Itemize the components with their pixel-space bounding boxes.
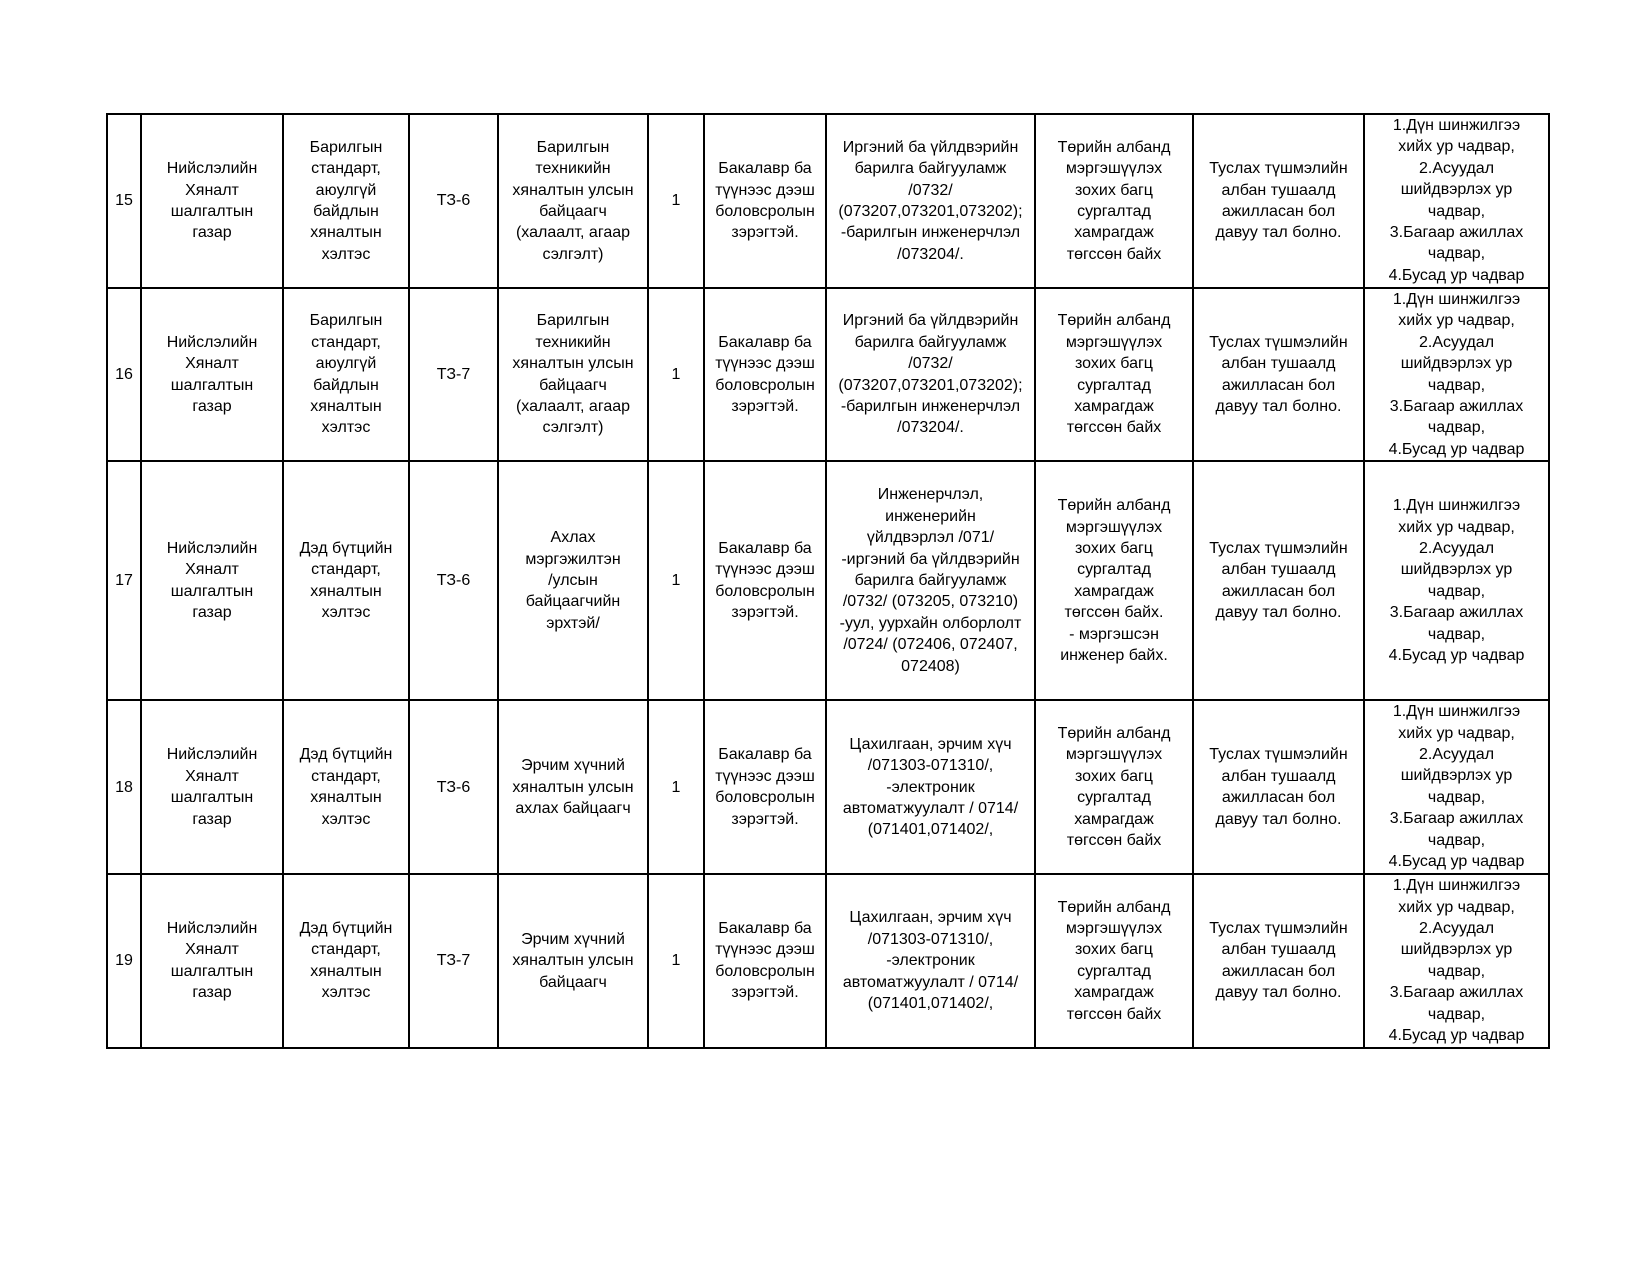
specialty-cell: Цахилгаан, эрчим хүч /071303-071310/, -электроник автоматжуулалт / 0714/ (071401,071402/, xyxy=(826,700,1035,874)
training-cell: Төрийн албанд мэргэшүүлэх зохих багц сургалтад хамрагдаж төгссөн байх. - мэргэшсэн инженер байх. xyxy=(1035,461,1193,700)
table-row xyxy=(107,874,1549,1047)
rank-cell: ТЗ-7 xyxy=(409,874,498,1047)
skills-cell: 1.Дүн шинжилгээ хийх ур чадвар, 2.Асуудал шийдвэрлэх ур чадвар, 3.Багаар ажиллах чадвар, 4.Бусад ур чадвар xyxy=(1364,461,1549,700)
department-cell: Барилгын стандарт, аюулгүй байдлын хяналтын хэлтэс xyxy=(283,114,409,288)
experience-cell: Туслах түшмэлийн албан тушаалд ажилласан бол давуу тал болно. xyxy=(1193,700,1364,874)
specialty-cell: Иргэний ба үйлдвэрийн барилга байгууламж /0732/ (073207,073201,073202); -барилгын инженерчлэл /073204/. xyxy=(826,114,1035,288)
table-row xyxy=(107,700,1549,874)
skills-cell: 1.Дүн шинжилгээ хийх ур чадвар, 2.Асуудал шийдвэрлэх ур чадвар, 3.Багаар ажиллах чадвар, 4.Бусад ур чадвар xyxy=(1364,700,1549,874)
specialty-cell: Цахилгаан, эрчим хүч /071303-071310/, -электроник автоматжуулалт / 0714/ (071401,071402/, xyxy=(826,874,1035,1047)
rank-cell: ТЗ-6 xyxy=(409,700,498,874)
position-cell: Барилгын техникийн хяналтын улсын байцаагч (халаалт, агаар сэлгэлт) xyxy=(498,288,648,461)
skills-cell: 1.Дүн шинжилгээ хийх ур чадвар, 2.Асуудал шийдвэрлэх ур чадвар, 3.Багаар ажиллах чадвар, 4.Бусад ур чадвар xyxy=(1364,874,1549,1047)
position-cell: Эрчим хүчний хяналтын улсын байцаагч xyxy=(498,874,648,1047)
experience-cell: Туслах түшмэлийн албан тушаалд ажилласан бол давуу тал болно. xyxy=(1193,288,1364,461)
row-number: 16 xyxy=(107,288,141,461)
count-cell: 1 xyxy=(648,461,704,700)
position-cell: Эрчим хүчний хяналтын улсын ахлах байцаагч xyxy=(498,700,648,874)
row-number: 15 xyxy=(107,114,141,288)
table-row xyxy=(107,461,1549,700)
skills-cell: 1.Дүн шинжилгээ хийх ур чадвар, 2.Асуудал шийдвэрлэх ур чадвар, 3.Багаар ажиллах чадвар, 4.Бусад ур чадвар xyxy=(1364,114,1549,288)
education-cell: Бакалавр ба түүнээс дээш боловсролын зэрэгтэй. xyxy=(704,288,826,461)
department-cell: Дэд бүтцийн стандарт, хяналтын хэлтэс xyxy=(283,874,409,1047)
skills-cell: 1.Дүн шинжилгээ хийх ур чадвар, 2.Асуудал шийдвэрлэх ур чадвар, 3.Багаар ажиллах чадвар, 4.Бусад ур чадвар xyxy=(1364,288,1549,461)
department-cell: Дэд бүтцийн стандарт, хяналтын хэлтэс xyxy=(283,700,409,874)
department-cell: Барилгын стандарт, аюулгүй байдлын хяналтын хэлтэс xyxy=(283,288,409,461)
education-cell: Бакалавр ба түүнээс дээш боловсролын зэрэгтэй. xyxy=(704,114,826,288)
rank-cell: ТЗ-6 xyxy=(409,461,498,700)
training-cell: Төрийн албанд мэргэшүүлэх зохих багц сургалтад хамрагдаж төгссөн байх xyxy=(1035,114,1193,288)
vacancy-table xyxy=(106,113,1550,1049)
count-cell: 1 xyxy=(648,700,704,874)
organization-cell: Нийслэлийн Хяналт шалгалтын газар xyxy=(141,288,283,461)
training-cell: Төрийн албанд мэргэшүүлэх зохих багц сургалтад хамрагдаж төгссөн байх xyxy=(1035,874,1193,1047)
count-cell: 1 xyxy=(648,288,704,461)
specialty-cell: Инженерчлэл, инженерийн үйлдвэрлэл /071/ -иргэний ба үйлдвэрийн барилга байгууламж /0732/ (073205, 073210) -уул, уурхайн олборлолт /0724/ (072406, 072407, 072408) xyxy=(826,461,1035,700)
row-number: 18 xyxy=(107,700,141,874)
table-border-stub xyxy=(106,1038,108,1048)
organization-cell: Нийслэлийн Хяналт шалгалтын газар xyxy=(141,114,283,288)
specialty-cell: Иргэний ба үйлдвэрийн барилга байгууламж /0732/ (073207,073201,073202); -барилгын инженерчлэл /073204/. xyxy=(826,288,1035,461)
department-cell: Дэд бүтцийн стандарт, хяналтын хэлтэс xyxy=(283,461,409,700)
experience-cell: Туслах түшмэлийн албан тушаалд ажилласан бол давуу тал болно. xyxy=(1193,874,1364,1047)
table-row xyxy=(107,114,1549,288)
organization-cell: Нийслэлийн Хяналт шалгалтын газар xyxy=(141,461,283,700)
position-cell: Барилгын техникийн хяналтын улсын байцаагч (халаалт, агаар сэлгэлт) xyxy=(498,114,648,288)
experience-cell: Туслах түшмэлийн албан тушаалд ажилласан бол давуу тал болно. xyxy=(1193,461,1364,700)
count-cell: 1 xyxy=(648,874,704,1047)
training-cell: Төрийн албанд мэргэшүүлэх зохих багц сургалтад хамрагдаж төгссөн байх xyxy=(1035,700,1193,874)
education-cell: Бакалавр ба түүнээс дээш боловсролын зэрэгтэй. xyxy=(704,700,826,874)
organization-cell: Нийслэлийн Хяналт шалгалтын газар xyxy=(141,700,283,874)
organization-cell: Нийслэлийн Хяналт шалгалтын газар xyxy=(141,874,283,1047)
row-number: 19 xyxy=(107,874,141,1047)
rank-cell: ТЗ-7 xyxy=(409,288,498,461)
education-cell: Бакалавр ба түүнээс дээш боловсролын зэрэгтэй. xyxy=(704,874,826,1047)
count-cell: 1 xyxy=(648,114,704,288)
education-cell: Бакалавр ба түүнээс дээш боловсролын зэрэгтэй. xyxy=(704,461,826,700)
experience-cell: Туслах түшмэлийн албан тушаалд ажилласан бол давуу тал болно. xyxy=(1193,114,1364,288)
training-cell: Төрийн албанд мэргэшүүлэх зохих багц сургалтад хамрагдаж төгссөн байх xyxy=(1035,288,1193,461)
table-row xyxy=(107,288,1549,461)
rank-cell: ТЗ-6 xyxy=(409,114,498,288)
row-number: 17 xyxy=(107,461,141,700)
position-cell: Ахлах мэргэжилтэн /улсын байцаагчийн эрхтэй/ xyxy=(498,461,648,700)
